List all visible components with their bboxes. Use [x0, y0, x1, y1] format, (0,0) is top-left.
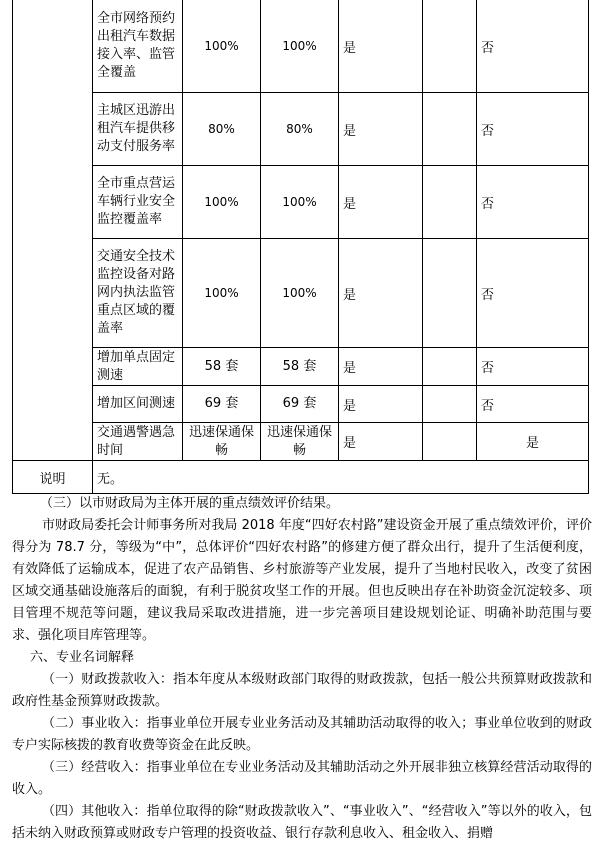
achieved-cell: 是	[339, 0, 423, 93]
evaluation-paragraph: 市财政局委托会计师事务所对我局 2018 年度“四好农村路”建设资金开展了重点绩效评价，评价得分为 78.7 分，等级为“中”，总体评价“四好农村路”的修建方便了群众出行，提升了生活便利度，有效降低了运输成本，促进了农产品销售、乡村旅游等产业发展，提升了当地村民收入，改变了贫困区域交通基础设施落后的面貌，有利于脱贫攻坚工作的开展。但也反映出存在补助资金沉淀较多、项目管理不规范等问题，建议我局采取改进措施，进一步完善项目建设规划论证、明确补助范围与要求、强化项目库管理等。	[12, 518, 592, 643]
actual-cell: 100%	[261, 0, 339, 93]
indicator-cell: 主城区迅游出租汽车提供移动支付服务率	[93, 93, 183, 166]
note-cell	[423, 93, 477, 166]
indicator-cell: 交通遇警遇急时间	[93, 423, 183, 461]
achieved-cell: 是	[339, 386, 423, 423]
section-heading: （三）以市财政局为主体开展的重点绩效评价结果。	[40, 496, 340, 511]
body-text	[0, 493, 600, 845]
adjust-cell: 否	[477, 0, 589, 93]
table-row	[13, 423, 589, 461]
indicator-cell: 交通安全技术监控设备对路网内执法监管重点区域的覆盖率	[93, 239, 183, 348]
target-cell: 迅速保通保畅	[183, 423, 261, 461]
indicator-cell: 全市重点营运车辆行业安全监控覆盖率	[93, 166, 183, 239]
actual-cell: 100%	[261, 239, 339, 348]
note-cell	[423, 239, 477, 348]
note-cell	[423, 348, 477, 386]
target-cell: 80%	[183, 93, 261, 166]
term-paragraph: （一）财政拨款收入：指本年度从本级财政部门取得的财政拨款，包括一般公共预算财政拨款和政府性基金预算财政拨款。	[12, 672, 592, 709]
achieved-cell: 是	[339, 239, 423, 348]
target-cell: 100%	[183, 0, 261, 93]
note-cell	[423, 386, 477, 423]
adjust-cell: 是	[477, 423, 589, 461]
indicator-cell: 增加区间测速	[93, 386, 183, 423]
table-row	[13, 0, 589, 93]
achieved-cell: 是	[339, 93, 423, 166]
actual-cell: 69 套	[261, 386, 339, 423]
adjust-cell: 否	[477, 348, 589, 386]
term-paragraph: （四）其他收入：指单位取得的除“财政拨款收入”、“事业收入”、“经营收入”等以外的收入，包括未纳入财政预算或财政专户管理的投资收益、银行存款利息收入、租金收入、捐赠	[12, 804, 592, 841]
actual-cell: 迅速保通保畅	[261, 423, 339, 461]
table-row	[13, 239, 589, 348]
section-title: 六、专业名词解释	[30, 650, 135, 665]
target-cell: 100%	[183, 239, 261, 348]
adjust-cell: 否	[477, 386, 589, 423]
note-value: 无。	[93, 461, 589, 494]
actual-cell: 100%	[261, 166, 339, 239]
note-row	[13, 461, 589, 494]
table-row	[13, 386, 589, 423]
target-cell: 69 套	[183, 386, 261, 423]
note-cell	[423, 0, 477, 93]
table-row	[13, 93, 589, 166]
adjust-cell: 否	[477, 239, 589, 348]
term-paragraph: （二）事业收入：指事业单位开展专业业务活动及其辅助活动取得的收入；事业单位收到的财政专户实际核拨的教育收费等资金在此反映。	[12, 716, 592, 753]
indicator-cell: 增加单点固定测速	[93, 348, 183, 386]
note-cell	[423, 423, 477, 461]
table-row	[13, 348, 589, 386]
actual-cell: 58 套	[261, 348, 339, 386]
note-label: 说明	[13, 461, 93, 494]
table-row	[13, 166, 589, 239]
achieved-cell: 是	[339, 166, 423, 239]
term-paragraph: （三）经营收入：指事业单位在专业业务活动及其辅助活动之外开展非独立核算经营活动取得的收入。	[12, 760, 592, 797]
merged-side-cell	[13, 0, 93, 461]
adjust-cell: 否	[477, 93, 589, 166]
target-cell: 58 套	[183, 348, 261, 386]
actual-cell: 80%	[261, 93, 339, 166]
achieved-cell: 是	[339, 348, 423, 386]
target-cell: 100%	[183, 166, 261, 239]
indicator-cell: 全市网络预约出租汽车数据接入率、监管全覆盖	[93, 0, 183, 93]
achieved-cell: 是	[339, 423, 423, 461]
adjust-cell: 否	[477, 166, 589, 239]
performance-table	[12, 0, 589, 494]
note-cell	[423, 166, 477, 239]
